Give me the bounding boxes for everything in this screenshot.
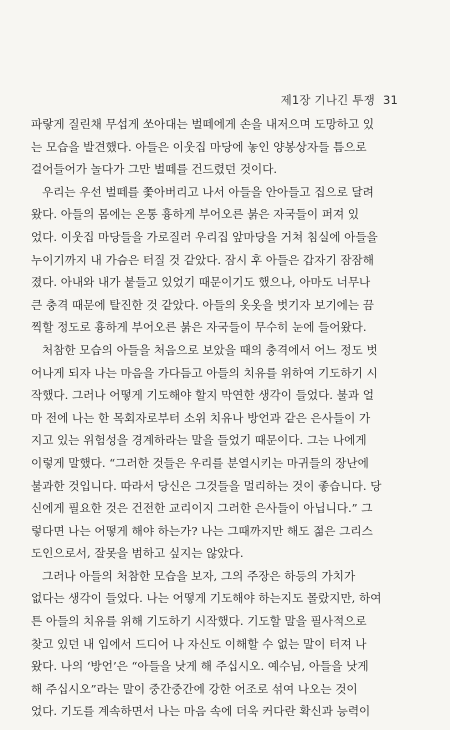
text-line: 신에게 필요한 것은 건전한 교리이지 그러한 은사들이 아닙니다.” 그 [31,501,373,516]
text-line: 마 전에 나는 한 목회자로부터 소위 치유나 방언과 같은 은사들이 가 [31,410,371,425]
text-line: 튼 아들의 치유를 위해 기도하기 시작했다. 기도할 말을 필사적으로 [31,614,367,629]
text-line: 해 주십시오”라는 말이 중간중간에 강한 어조로 섞여 나오는 것이 [31,681,358,696]
text-line: 왔다. 나의 ‘방언’은 “아들을 낫게 해 주십시오. 예수님, 아들을 낫게 [31,659,369,674]
page-number: 31 [382,93,398,107]
text-line: 었다. 기도를 계속하면서 나는 마음 속에 더욱 커다란 확신과 능력이 [31,704,371,719]
text-line: 불과한 것입니다. 따라서 당신은 그것들을 멀리하는 것이 좋습니다. 당 [31,478,382,493]
text-line: 왔다. 아들의 몸에는 온통 흉하게 부어오른 붉은 자국들이 퍼져 있 [31,207,360,222]
chapter-title: 제1장 기나긴 투쟁 [280,93,375,107]
text-line: 찾고 있던 내 입에서 드디어 나 자신도 이해할 수 없는 말이 터져 나 [31,636,367,651]
paragraph-first-line: 처참한 모습의 아들을 처음으로 보았을 때의 충격에서 어느 정도 벗 [42,342,378,357]
text-line: 렇다면 나는 어떻게 해야 하는가? 나는 그때까지만 해도 젊은 그리스 [31,523,373,538]
text-line: 지고 있는 위험성을 경계하라는 말을 들었기 때문이다. 그는 나에게 [31,433,367,448]
body-text [31,113,418,723]
paragraph-first-line: 우리는 우선 벌떼를 쫓아버리고 나서 아들을 안아들고 집으로 달려 [42,184,374,199]
text-line: 도인으로서, 잘못을 범하고 싶지는 않았다. [31,546,244,561]
text-line: 걸어들어가 놀다가 그만 벌떼를 건드렸던 것이다. [31,162,278,177]
text-line: 큰 충격 때문에 탈진한 것 같았다. 아들의 옷옷을 벗기자 보기에는 끔 [31,297,374,312]
paragraph-first-line: 그러나 아들의 처참한 모습을 보자, 그의 주장은 하등의 가치가 [42,568,356,583]
text-line: 졌다. 아내와 내가 붙들고 있었기 때문이기도 했으나, 아마도 너무나 [31,275,371,290]
text-line: 작했다. 그러나 어떻게 기도해야 할지 막연한 생각이 들었다. 불과 얼 [31,388,374,403]
text-line: 누이기까지 내 가슴은 터질 것 같았다. 잠시 후 아들은 갑자기 잠잠해 [31,252,374,267]
running-head [281,92,398,108]
text-line: 었다. 이웃집 마당들을 가로질러 우리집 앞마당을 거쳐 침실에 아들을 [31,229,378,244]
text-line: 없다는 생각이 들었다. 나는 어떻게 기도해야 하는지도 몰랐지만, 하여 [31,591,382,606]
text-line: 찍할 정도로 흉하게 부어오른 붉은 자국들이 무수히 눈에 들어왔다. [31,320,367,335]
text-line: 이렇게 말했다. “그러한 것들은 우리를 분열시키는 마귀들의 장난에 [31,455,369,470]
text-line: 파랗게 질린채 무섭게 쏘아대는 벌떼에게 손을 내저으며 도망하고 있 [31,117,375,131]
text-line: 는 모습을 발견했다. 아들은 이웃집 마당에 놓인 양봉상자들 틈으로 [31,139,367,154]
text-line: 어나게 되자 나는 마음을 가다듬고 아들의 치유를 위하여 기도하기 시 [31,365,378,380]
